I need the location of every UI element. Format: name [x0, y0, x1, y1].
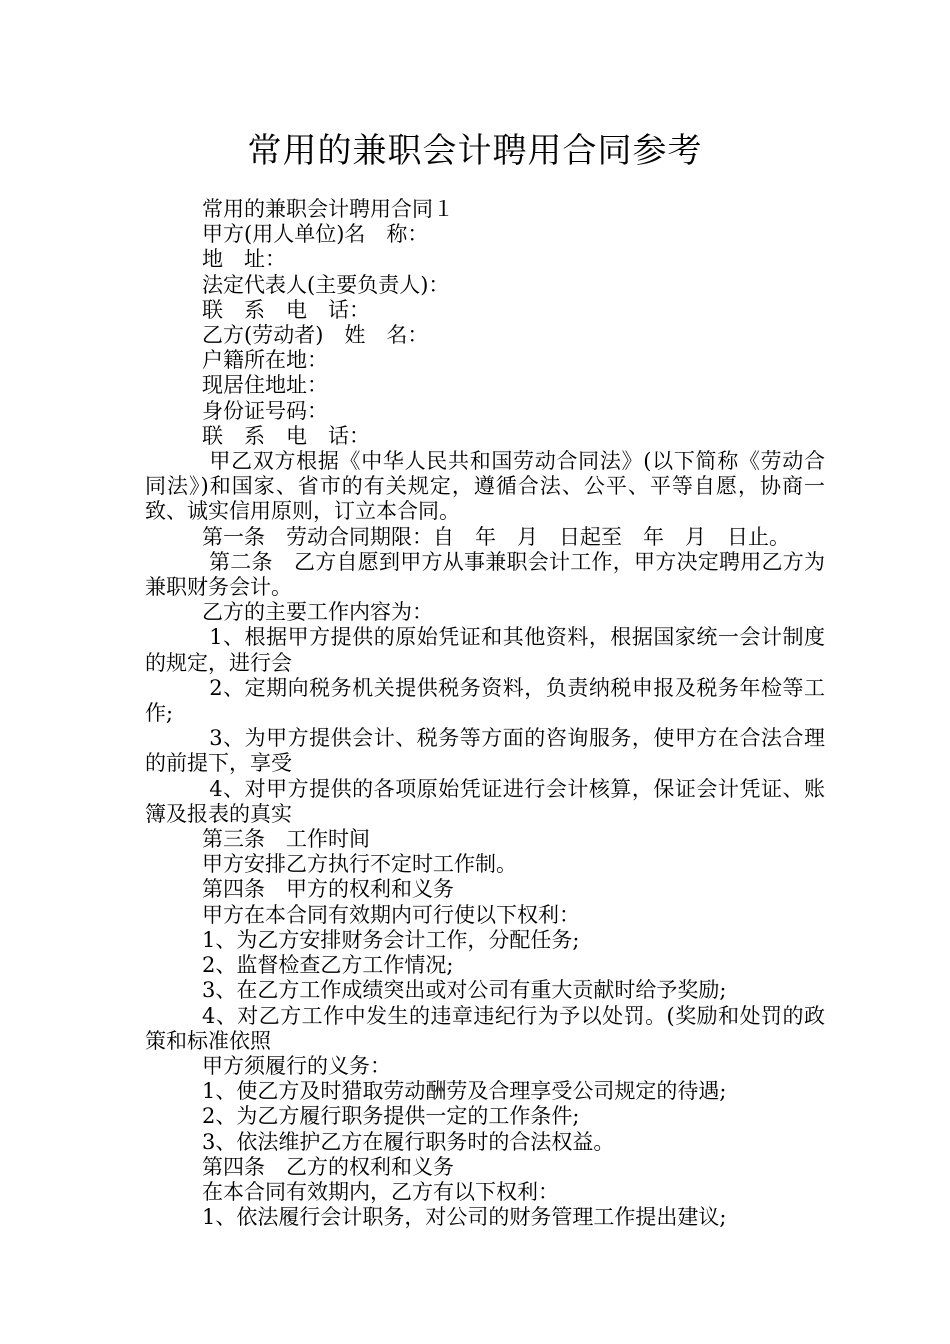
- paragraph: 身份证号码：: [202, 398, 328, 423]
- paragraph: 甲乙双方根据《中华人民共和国劳动合同法》(以下简称《劳动合同法》)和国家、省市的有关规定，遵循合法、公平、平等自愿，协商一致、诚实信用原则，订立本合同。: [145, 449, 825, 524]
- document-body: [145, 197, 825, 1230]
- paragraph: 甲方(用人单位)名 称：: [202, 222, 429, 247]
- paragraph: 第四条 甲方的权利和义务: [202, 877, 454, 902]
- paragraph: 1、依法履行会计职务，对公司的财务管理工作提出建议;: [202, 1205, 727, 1230]
- paragraph: 甲方在本合同有效期内可行使以下权利：: [202, 902, 580, 927]
- paragraph: 户籍所在地：: [202, 348, 328, 373]
- paragraph: 2、定期向税务机关提供税务资料，负责纳税申报及税务年检等工作;: [145, 675, 825, 726]
- paragraph: 3、为甲方提供会计、税务等方面的咨询服务，使甲方在合法合理的前提下，享受: [145, 726, 825, 776]
- paragraph: 2、为乙方履行职务提供一定的工作条件;: [202, 1104, 580, 1129]
- paragraph: 联 系 电 话：: [202, 423, 370, 448]
- paragraph: 法定代表人(主要负责人)：: [202, 272, 450, 297]
- paragraph: 3、在乙方工作成绩突出或对公司有重大贡献时给予奖励;: [202, 978, 727, 1003]
- paragraph: 1、根据甲方提供的原始凭证和其他资料，根据国家统一会计制度的规定，进行会: [145, 625, 825, 675]
- paragraph: 乙方(劳动者) 姓 名：: [202, 323, 429, 348]
- paragraph: 联 系 电 话：: [202, 297, 370, 322]
- paragraph: 现居住地址：: [202, 373, 328, 398]
- paragraph: 4、对乙方工作中发生的违章违纪行为予以处罚。(奖励和处罚的政策和标准依照: [145, 1003, 825, 1053]
- paragraph: 地 址：: [202, 247, 286, 272]
- paragraph: 1、为乙方安排财务会计工作，分配任务;: [202, 927, 580, 952]
- paragraph: 4、对甲方提供的各项原始凭证进行会计核算，保证会计凭证、账簿及报表的真实: [145, 776, 825, 826]
- document-title: 常用的兼职会计聘用合同参考: [247, 131, 703, 171]
- paragraph: 在本合同有效期内，乙方有以下权利：: [202, 1179, 559, 1204]
- paragraph: 甲方安排乙方执行不定时工作制。: [202, 852, 517, 877]
- paragraph: 常用的兼职会计聘用合同１: [202, 197, 454, 221]
- paragraph: 第三条 工作时间: [202, 827, 370, 852]
- paragraph: 3、依法维护乙方在履行职务时的合法权益。: [202, 1129, 615, 1154]
- paragraph: 甲方须履行的义务：: [202, 1053, 391, 1078]
- paragraph: 第一条 劳动合同期限：自 年 月 日起至 年 月 日止。: [202, 524, 790, 549]
- paragraph: 第二条 乙方自愿到甲方从事兼职会计工作，甲方决定聘用乙方为兼职财务会计。: [145, 549, 825, 600]
- paragraph: 乙方的主要工作内容为：: [202, 600, 433, 625]
- paragraph: 第四条 乙方的权利和义务: [202, 1154, 454, 1179]
- paragraph: 2、监督检查乙方工作情况;: [202, 953, 454, 978]
- paragraph: 1、使乙方及时猎取劳动酬劳及合理享受公司规定的待遇;: [202, 1079, 727, 1104]
